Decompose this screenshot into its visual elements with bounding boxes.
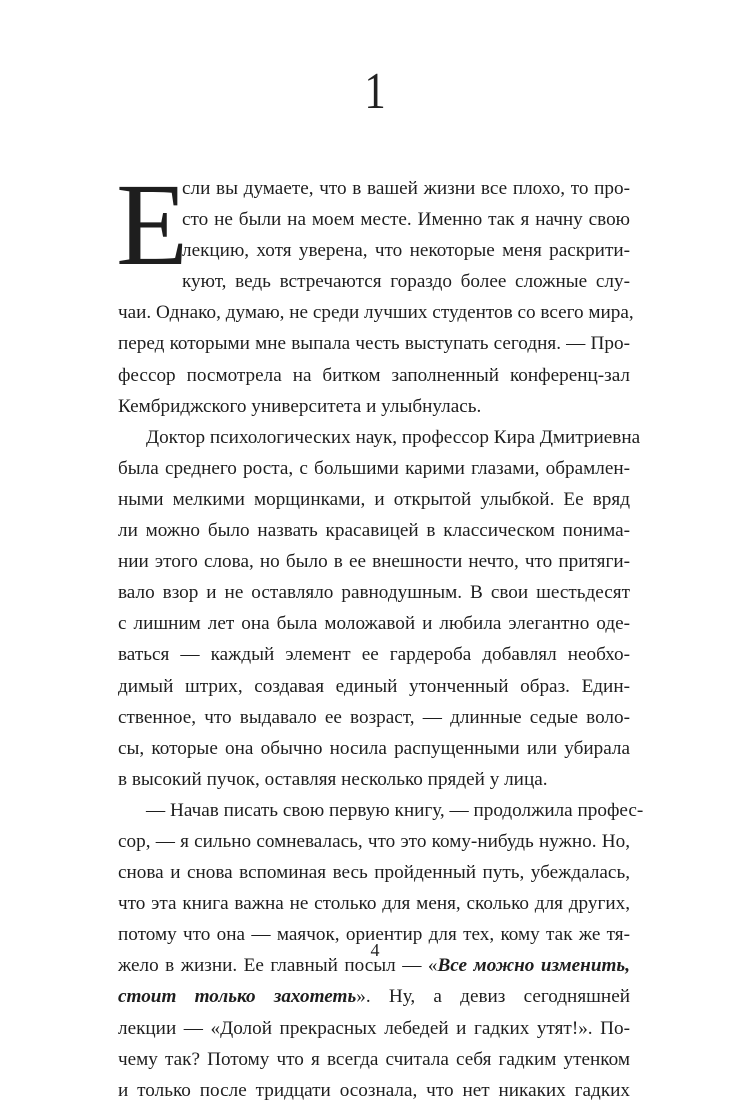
text-line: ваться — каждый элемент ее гардероба добавлял необхо- xyxy=(118,644,630,666)
text-line: Кембриджского университета и улыбнулась. xyxy=(118,395,482,417)
text-line: лекции — «Долой прекрасных лебедей и гадких утят!». По- xyxy=(118,1017,630,1039)
text-line: что эта книга важна не столько для меня, сколько для других, xyxy=(118,893,630,915)
text-line: и только после тридцати осознала, что нет никаких гадких xyxy=(118,1079,630,1101)
text-line: ными мелкими морщинками, и открытой улыбкой. Ее вряд xyxy=(118,488,630,510)
text-line: была среднего роста, с большими карими глазами, обрамлен- xyxy=(118,457,630,479)
text-line: димый штрих, создавая единый утонченный образ. Един- xyxy=(118,675,630,697)
text-line: сто не были на моем месте. Именно так я начну свою xyxy=(182,209,630,231)
text-line: куют, ведь встречаются гораздо более сложные слу- xyxy=(182,271,630,293)
text-line: чаи. Однако, думаю, не среди лучших студентов со всего мира, xyxy=(118,302,634,324)
text-line-with-emphasis xyxy=(118,981,630,1012)
drop-cap-letter: Е xyxy=(116,159,189,290)
text-fragment: ». Ну, а девиз сегодняшней xyxy=(356,986,630,1008)
page-number: 4 xyxy=(370,940,380,960)
text-line: — Начав писать свою первую книгу, — продолжила профес- xyxy=(146,799,644,821)
text-line: сор, — я сильно сомневалась, что это кому-нибудь нужно. Но, xyxy=(118,830,630,852)
text-line: с лишним лет она была моложавой и любила элегантно оде- xyxy=(118,613,630,635)
text-line: Доктор психологических наук, профессор Кира Дмитриевна xyxy=(146,426,641,448)
text-line: сы, которые она обычно носила распущенными или убирала xyxy=(118,737,630,759)
text-line: чему так? Потому что я всегда считала себя гадким утенком xyxy=(118,1048,630,1070)
text-fragment: жело в жизни. Ее главный посыл — « xyxy=(118,955,438,977)
text-line: нии этого слова, но было в ее внешности нечто, что притяги- xyxy=(118,551,630,573)
text-line: лекцию, хотя уверена, что некоторые меня раскрити- xyxy=(182,240,630,262)
emphasized-quote: стоит только захотеть xyxy=(118,986,357,1008)
text-line: фессор посмотрела на битком заполненный конференц-зал xyxy=(118,364,630,386)
text-line: потому что она — маячок, ориентир для тех, кому так же тя- xyxy=(118,924,630,946)
text-line: снова и снова вспоминая весь пройденный путь, убеждалась, xyxy=(118,862,630,884)
text-line: перед которыми мне выпала честь выступать сегодня. — Про- xyxy=(118,333,630,355)
text-line: сли вы думаете, что в вашей жизни все плохо, то про- xyxy=(182,178,630,199)
text-line: ственное, что выдавало ее возраст, — длинные седые воло- xyxy=(118,706,630,728)
chapter-number: 1 xyxy=(364,63,386,120)
body-text xyxy=(116,159,644,1106)
text-line: вало взор и не оставляло равнодушным. В свои шестьдесят xyxy=(118,582,630,604)
text-line: в высокий пучок, оставляя несколько прядей у лица. xyxy=(118,768,548,790)
emphasized-quote: Все можно изменить, xyxy=(437,955,630,977)
text-line: ли можно было назвать красавицей в классическом понима- xyxy=(118,520,630,542)
